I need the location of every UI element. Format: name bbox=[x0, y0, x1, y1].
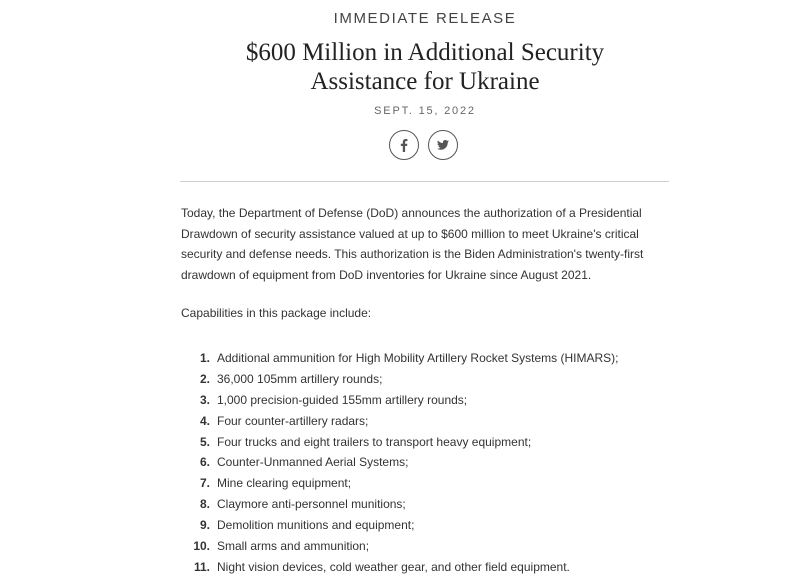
list-item-text: Small arms and ammunition; bbox=[217, 539, 370, 554]
list-item-text: 1,000 precision-guided 155mm artillery rounds; bbox=[217, 392, 468, 407]
intro-paragraph bbox=[181, 203, 661, 285]
page-title bbox=[0, 38, 800, 96]
list-item-number: 5. bbox=[199, 434, 210, 449]
list-item bbox=[181, 473, 671, 494]
list-item bbox=[181, 432, 671, 453]
share-buttons bbox=[389, 130, 458, 160]
list-item bbox=[181, 390, 671, 411]
twitter-share-button[interactable] bbox=[428, 130, 458, 160]
list-item-number: 2. bbox=[199, 371, 210, 386]
facebook-icon bbox=[400, 139, 408, 152]
intro-line-3: security and defense needs. This authorization is the Biden Administration's twenty-first bbox=[181, 247, 644, 261]
list-item-text: Claymore anti-personnel munitions; bbox=[217, 497, 406, 512]
list-item-number: 1. bbox=[199, 351, 210, 365]
list-item-text: 36,000 105mm artillery rounds; bbox=[217, 371, 383, 386]
page-title-line-1: $600 Million in Additional Security bbox=[245, 39, 605, 66]
list-item bbox=[181, 536, 671, 557]
list-item-number: 9. bbox=[199, 518, 210, 533]
list-item bbox=[181, 452, 671, 473]
list-item-text: Four counter-artillery radars; bbox=[217, 413, 369, 428]
list-item-number: 8. bbox=[199, 497, 210, 512]
intro-line-4: drawdown of equipment from DoD inventories for Ukraine since August 2021. bbox=[181, 267, 592, 282]
eyebrow-label: IMMEDIATE RELEASE bbox=[333, 10, 517, 27]
list-item bbox=[181, 557, 671, 578]
list-item-number: 11. bbox=[193, 559, 210, 574]
list-item-text: Mine clearing equipment; bbox=[217, 476, 352, 491]
list-item-text: Night vision devices, cold weather gear, and other field equipment. bbox=[217, 559, 570, 574]
list-item bbox=[181, 369, 671, 390]
page-title-line-2: Assistance for Ukraine bbox=[310, 68, 540, 95]
facebook-share-button[interactable] bbox=[389, 130, 419, 160]
intro-line-2: Drawdown of security assistance valued at up to $600 million to meet Ukraine's critical bbox=[181, 226, 639, 241]
divider bbox=[180, 181, 669, 182]
list-item-text: Counter-Unmanned Aerial Systems; bbox=[217, 455, 409, 470]
list-item-text: Four trucks and eight trailers to transport heavy equipment; bbox=[217, 434, 532, 449]
list-item-number: 6. bbox=[199, 455, 210, 470]
list-item-text: Additional ammunition for High Mobility Artillery Rocket Systems (HIMARS); bbox=[217, 351, 619, 365]
list-item-number: 7. bbox=[199, 476, 210, 491]
twitter-icon bbox=[437, 140, 449, 150]
list-item bbox=[181, 515, 671, 536]
release-date: SEPT. 15, 2022 bbox=[374, 105, 476, 117]
capabilities-lead: Capabilities in this package include: bbox=[181, 306, 372, 320]
intro-line-1: Today, the Department of Defense (DoD) announces the authorization of a Presidential bbox=[181, 206, 642, 220]
list-item bbox=[181, 494, 671, 515]
list-item-number: 3. bbox=[199, 392, 210, 407]
list-item-text: Demolition munitions and equipment; bbox=[217, 518, 415, 533]
list-item-number: 4. bbox=[199, 413, 210, 428]
list-item-number: 10. bbox=[193, 539, 210, 554]
list-item bbox=[181, 411, 671, 432]
list-item bbox=[181, 348, 671, 369]
capabilities-list bbox=[181, 348, 671, 578]
